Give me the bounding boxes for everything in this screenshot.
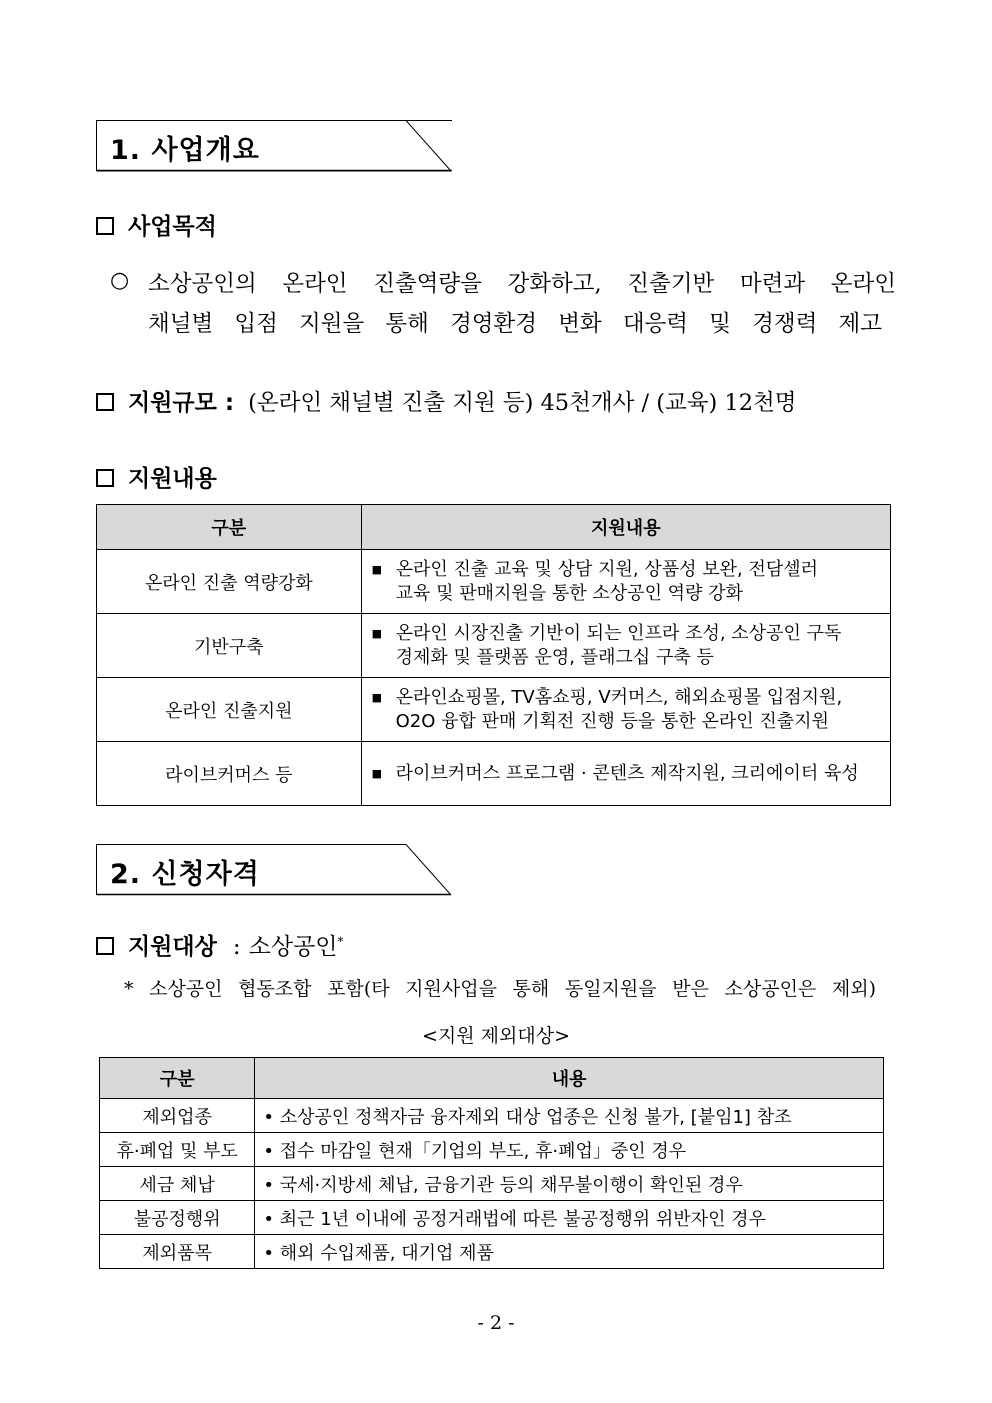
row-content — [255, 1133, 884, 1167]
table-row — [100, 1201, 884, 1235]
row-content-line-1: 온라인 시장진출 기반이 되는 인프라 조성, 소상공인 구독 — [395, 622, 842, 644]
content-heading: 지원내용 — [128, 466, 217, 492]
square-bullet-icon: ■ — [371, 562, 383, 576]
content-heading-row — [96, 460, 217, 493]
row-category: 제외품목 — [100, 1235, 255, 1269]
row-content-line-1: 온라인쇼핑몰, TV홈쇼핑, V커머스, 해외쇼핑몰 입점지원, — [395, 686, 843, 708]
exclusion-table — [99, 1057, 884, 1269]
square-bullet-icon: ■ — [371, 766, 383, 780]
row-content-line-1: 온라인 진출 교육 및 상담 지원, 상품성 보완, 전담셀러 — [395, 558, 819, 580]
target-value: 소상공인 — [248, 934, 338, 960]
table-row — [97, 614, 891, 678]
dot-bullet-icon: • — [263, 1208, 275, 1230]
table-row — [97, 550, 891, 614]
section-header-2 — [96, 844, 452, 896]
row-content-line-2: 교육 및 판매지원을 통한 소상공인 역량 강화 — [395, 582, 743, 604]
target-footnote-mark: * — [337, 934, 344, 949]
header-content: 지원내용 — [361, 505, 890, 550]
row-category: 세금 체납 — [100, 1167, 255, 1201]
row-content — [255, 1099, 884, 1133]
header-category: 구분 — [100, 1058, 255, 1099]
purpose-heading-row — [96, 208, 217, 241]
purpose-bullet: ○ — [110, 268, 130, 293]
row-text: 최근 1년 이내에 공정거래법에 따른 불공정행위 위반자인 경우 — [279, 1208, 766, 1230]
table-row — [97, 742, 891, 806]
row-content-line-1: 라이브커머스 프로그램 · 콘텐츠 제작지원, 크리에이터 육성 — [395, 762, 859, 784]
support-content-table — [96, 504, 891, 806]
table-row — [100, 1133, 884, 1167]
checkbox-square-icon — [96, 217, 114, 235]
row-category: 온라인 진출 역량강화 — [97, 550, 362, 614]
target-colon: : — [232, 934, 241, 960]
row-category: 라이브커머스 등 — [97, 742, 362, 806]
section-title: 2. 신청자격 — [110, 859, 260, 890]
purpose-line-2: 채널별 입점 지원을 통해 경영환경 변화 대응력 및 경쟁력 제고 — [148, 311, 882, 337]
row-content — [361, 742, 890, 806]
target-row — [96, 928, 344, 961]
row-content — [255, 1201, 884, 1235]
table-row — [97, 678, 891, 742]
row-category: 휴·폐업 및 부도 — [100, 1133, 255, 1167]
row-content — [361, 550, 890, 614]
row-text: 접수 마감일 현재「기업의 부도, 휴·폐업」중인 경우 — [279, 1140, 687, 1162]
target-note: * 소상공인 협동조합 포함(타 지원사업을 통해 동일지원을 받은 소상공인은 제외) — [124, 978, 876, 1000]
table-row — [100, 1167, 884, 1201]
scale-row — [96, 384, 886, 417]
header-category: 구분 — [97, 505, 362, 550]
dot-bullet-icon: • — [263, 1174, 275, 1196]
dot-bullet-icon: • — [263, 1106, 275, 1128]
page-number: - 2 - — [477, 1312, 515, 1334]
row-content-line-2: 경제화 및 플랫폼 운영, 플래그십 구축 등 — [395, 646, 714, 668]
square-bullet-icon: ■ — [371, 626, 383, 640]
row-content-line-2: O2O 융합 판매 기획전 진행 등을 통한 온라인 진출지원 — [395, 710, 829, 732]
purpose-line-1: 소상공인의 온라인 진출역량을 강화하고, 진출기반 마련과 온라인 — [148, 271, 896, 297]
table-header-row — [100, 1058, 884, 1099]
dot-bullet-icon: • — [263, 1140, 275, 1162]
table-header-row — [97, 505, 891, 550]
row-content — [255, 1167, 884, 1201]
scale-text: (온라인 채널별 진출 지원 등) 45천개사 / (교육) 12천명 — [248, 390, 797, 416]
exclusion-caption: <지원 제외대상> — [421, 1025, 570, 1047]
table-row — [100, 1099, 884, 1133]
row-content — [361, 614, 890, 678]
row-text: 국세·지방세 체납, 금융기관 등의 채무불이행이 확인된 경우 — [279, 1174, 743, 1196]
dot-bullet-icon: • — [263, 1242, 275, 1264]
checkbox-square-icon — [96, 393, 114, 411]
header-content: 내용 — [255, 1058, 884, 1099]
row-text: 소상공인 정책자금 융자제외 대상 업종은 신청 불가, [붙임1] 참조 — [279, 1106, 792, 1128]
purpose-heading: 사업목적 — [128, 214, 217, 240]
section-title: 1. 사업개요 — [110, 135, 260, 166]
checkbox-square-icon — [96, 937, 114, 955]
row-category: 온라인 진출지원 — [97, 678, 362, 742]
row-category: 제외업종 — [100, 1099, 255, 1133]
section-header-1 — [96, 120, 452, 172]
scale-heading: 지원규모 : — [128, 390, 235, 416]
row-text: 해외 수입제품, 대기업 제품 — [279, 1242, 494, 1264]
row-category: 기반구축 — [97, 614, 362, 678]
checkbox-square-icon — [96, 469, 114, 487]
row-category: 불공정행위 — [100, 1201, 255, 1235]
row-content — [255, 1235, 884, 1269]
table-row — [100, 1235, 884, 1269]
row-content — [361, 678, 890, 742]
square-bullet-icon: ■ — [371, 690, 383, 704]
target-heading: 지원대상 — [128, 934, 217, 960]
